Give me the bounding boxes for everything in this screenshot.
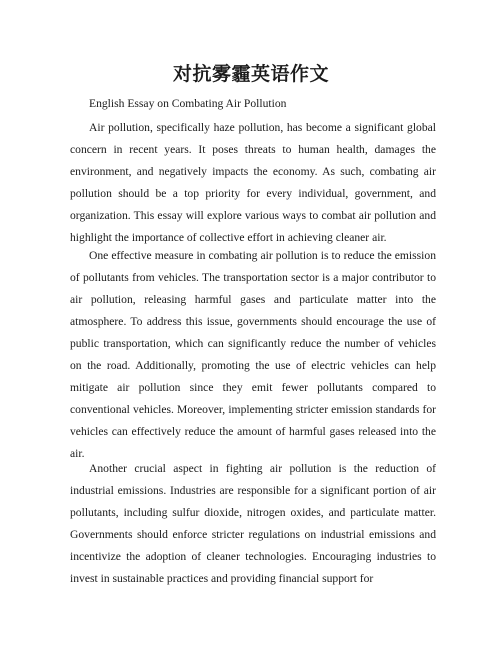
paragraph-intro: Air pollution, specifically haze pollution, has become a significant global concern in recent years. It poses threats to human health, damages the environment, and negatively impacts the economy. As such, combating air pollution should be a top priority for every individual, government, and organization. This essay will explore various ways to combat air pollution and highlight the importance of collective effort in achieving cleaner air. [70, 121, 436, 244]
paragraph-vehicles: One effective measure in combating air pollution is to reduce the emission of pollutants from vehicles. The transportation sector is a major contributor to air pollution, releasing harmful gases and particulate matter into the atmosphere. To address this issue, governments should encourage the use of public transportation, which can significantly reduce the number of vehicles on the road. Additionally, promoting the use of electric vehicles can help mitigate air pollution since they emit fewer pollutants compared to conventional vehicles. Moreover, implementing stricter emission standards for vehicles can effectively reduce the amount of harmful gases released into the air. [70, 249, 436, 460]
essay-subtitle: English Essay on Combating Air Pollution [89, 97, 287, 110]
paragraph-industry: Another crucial aspect in fighting air pollution is the reduction of industrial emissions. Industries are responsible for a significant portion of air pollutants, including sulfur dioxide, nitrogen oxides, and particulate matter. Governments should enforce stricter regulations on industrial emissions and incentivize the adoption of cleaner technologies. Encouraging industries to invest in sustainable practices and providing financial support for [70, 462, 436, 585]
page-title: 对抗雾霾英语作文 [172, 63, 329, 85]
